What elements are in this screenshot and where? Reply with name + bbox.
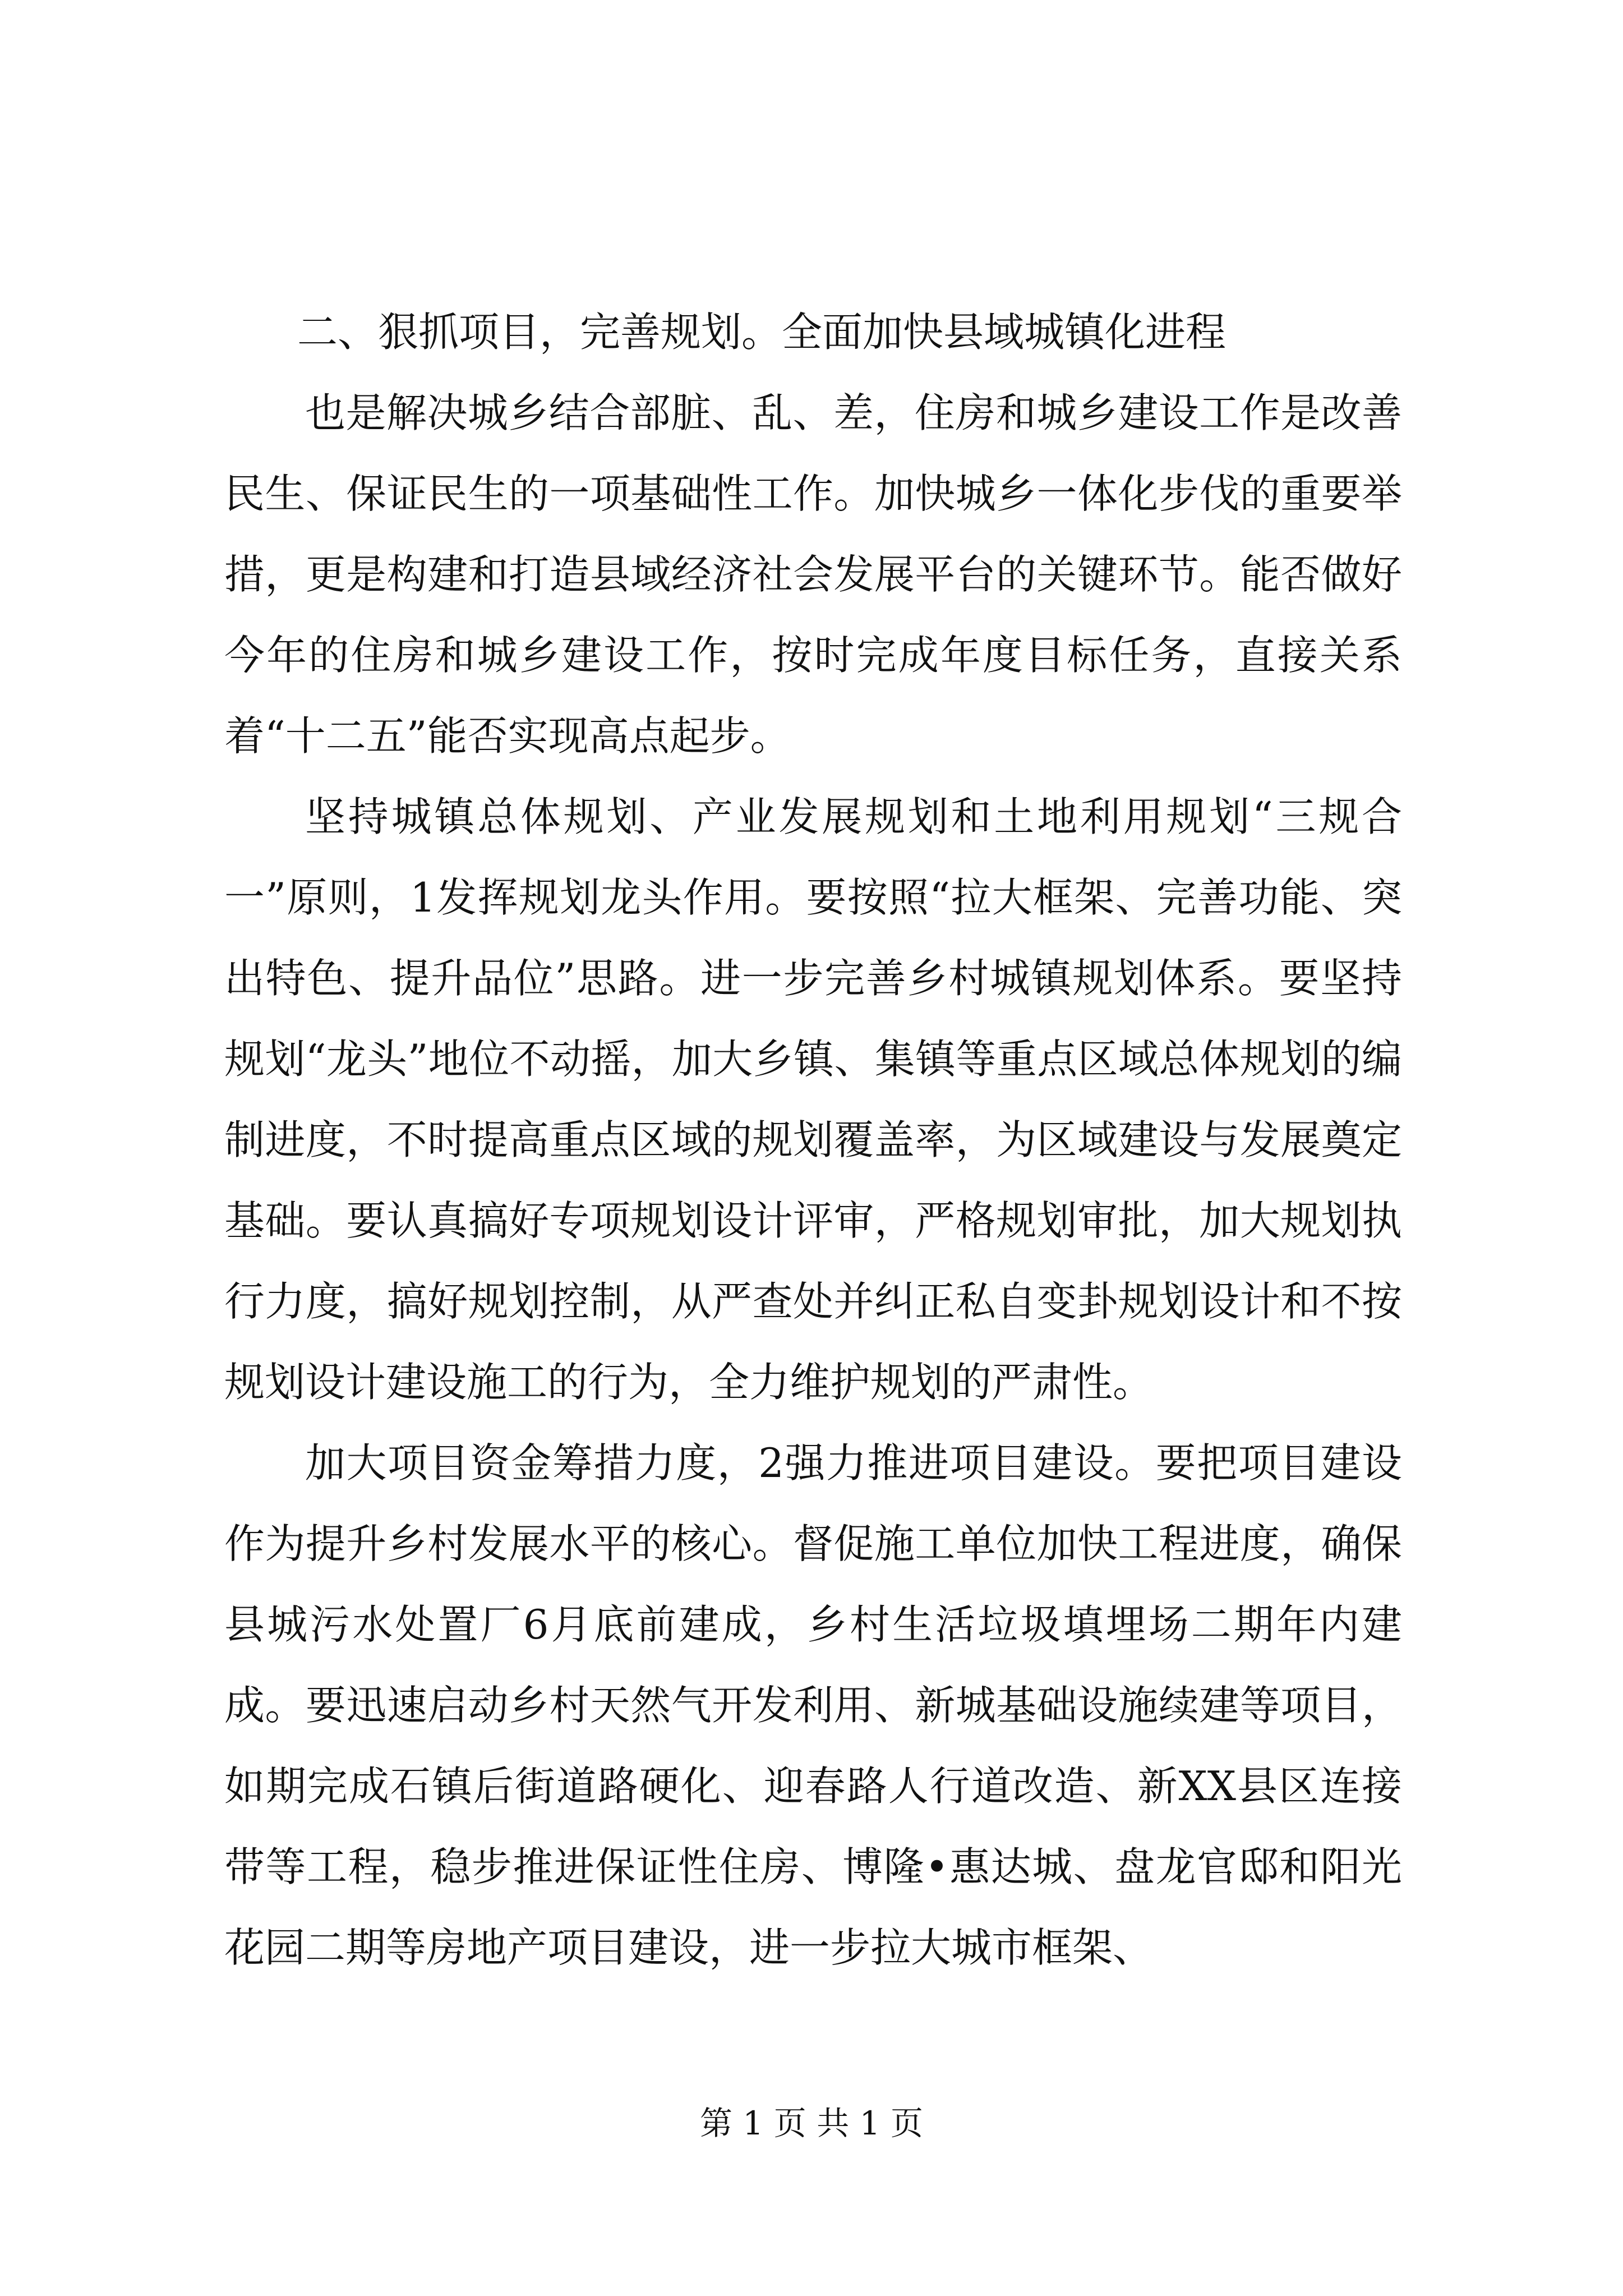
section-heading: 二、狠抓项目，完善规划。全面加快县域城镇化进程: [297, 309, 1227, 356]
page-number-footer: 第 1 页 共 1 页: [700, 2104, 923, 2142]
document-body: [224, 292, 1402, 1988]
paragraph-2: 坚持城镇总体规划、产业发展规划和土地利用规划“三规合一”原则，1发挥规划龙头作用。要按照“拉大框架、完善功能、突出特色、提升品位”思路。进一步完善乡村城镇规划体系。要坚持规划“龙头”地位不动摇，加大乡镇、集镇等重点区域总体规划的编制进度，不时提高重点区域的规划覆盖率，为区域建设与发展奠定基础。要认真搞好专项规划设计评审，严格规划审批，加大规划执行力度，搞好规划控制，从严查处并纠正私自变卦规划设计和不按规划设计建设施工的行为，全力维护规划的严肃性。: [224, 793, 1402, 1406]
paragraph-1: 也是解决城乡结合部脏、乱、差，住房和城乡建设工作是改善民生、保证民生的一项基础性工作。加快城乡一体化步伐的重要举措，更是构建和打造县域经济社会发展平台的关键环节。能否做好今年的住房和城乡建设工作，按时完成年度目标任务，直接关系着“十二五”能否实现高点起步。: [224, 389, 1402, 760]
paragraph-3: 加大项目资金筹措力度，2强力推进项目建设。要把项目建设作为提升乡村发展水平的核心。督促施工单位加快工程进度，确保县城污水处置厂6月底前建成，乡村生活垃圾填埋场二期年内建成。要迅速启动乡村天然气开发利用、新城基础设施续建等项目，如期完成石镇后街道路硬化、迎春路人行道改造、新XX县区连接带等工程，稳步推进保证性住房、博隆•惠达城、盘龙官邸和阳光花园二期等房地产项目建设，进一步拉大城市框架、: [224, 1439, 1402, 1971]
